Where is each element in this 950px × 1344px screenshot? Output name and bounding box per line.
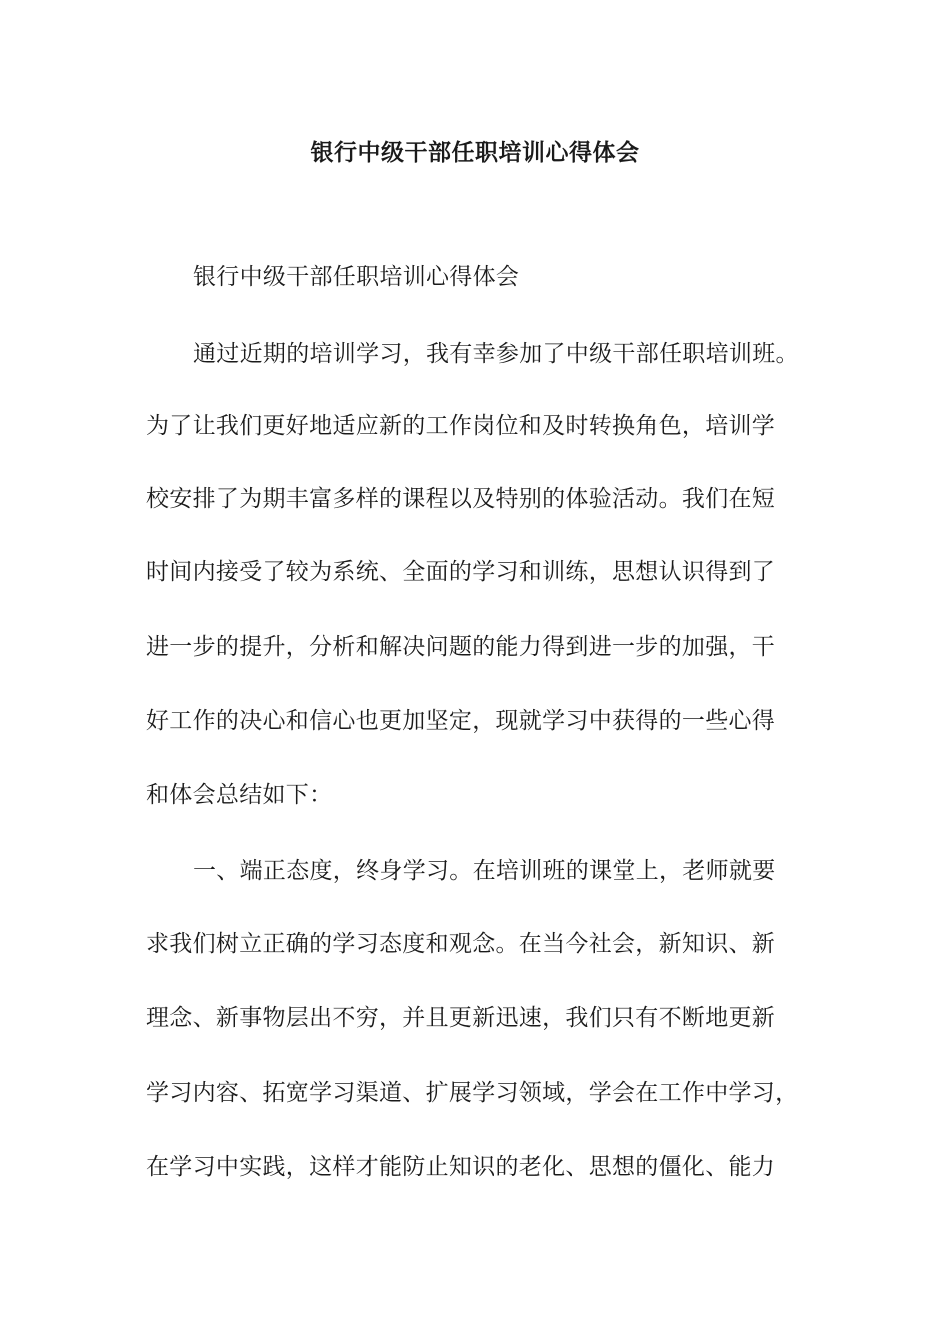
paragraph-line: 好工作的决心和信心也更加坚定，现就学习中获得的一些心得 [146,708,776,734]
paragraph-line: 为了让我们更好地适应新的工作岗位和及时转换角色，培训学 [146,413,776,439]
paragraph-line: 一、端正态度，终身学习。在培训班的课堂上，老师就要 [193,858,776,884]
paragraph-line: 进一步的提升，分析和解决问题的能力得到进一步的加强，干 [146,634,776,660]
document-title: 银行中级干部任职培训心得体会 [310,139,640,166]
paragraph-line: 学习内容、拓宽学习渠道、扩展学习领域，学会在工作中学习， [146,1080,799,1106]
paragraph-line: 时间内接受了较为系统、全面的学习和训练，思想认识得到了 [146,559,776,585]
paragraph-line: 银行中级干部任职培训心得体会 [193,264,520,290]
paragraph-line: 通过近期的培训学习，我有幸参加了中级干部任职培训班。 [193,341,799,367]
paragraph-line: 求我们树立正确的学习态度和观念。在当今社会，新知识、新 [146,931,776,957]
paragraph-line: 在学习中实践，这样才能防止知识的老化、思想的僵化、能力 [146,1154,776,1180]
paragraph-line: 和体会总结如下： [146,782,333,808]
paragraph-line: 理念、新事物层出不穷，并且更新迅速，我们只有不断地更新 [146,1005,776,1031]
paragraph-line: 校安排了为期丰富多样的课程以及特别的体验活动。我们在短 [146,486,776,512]
